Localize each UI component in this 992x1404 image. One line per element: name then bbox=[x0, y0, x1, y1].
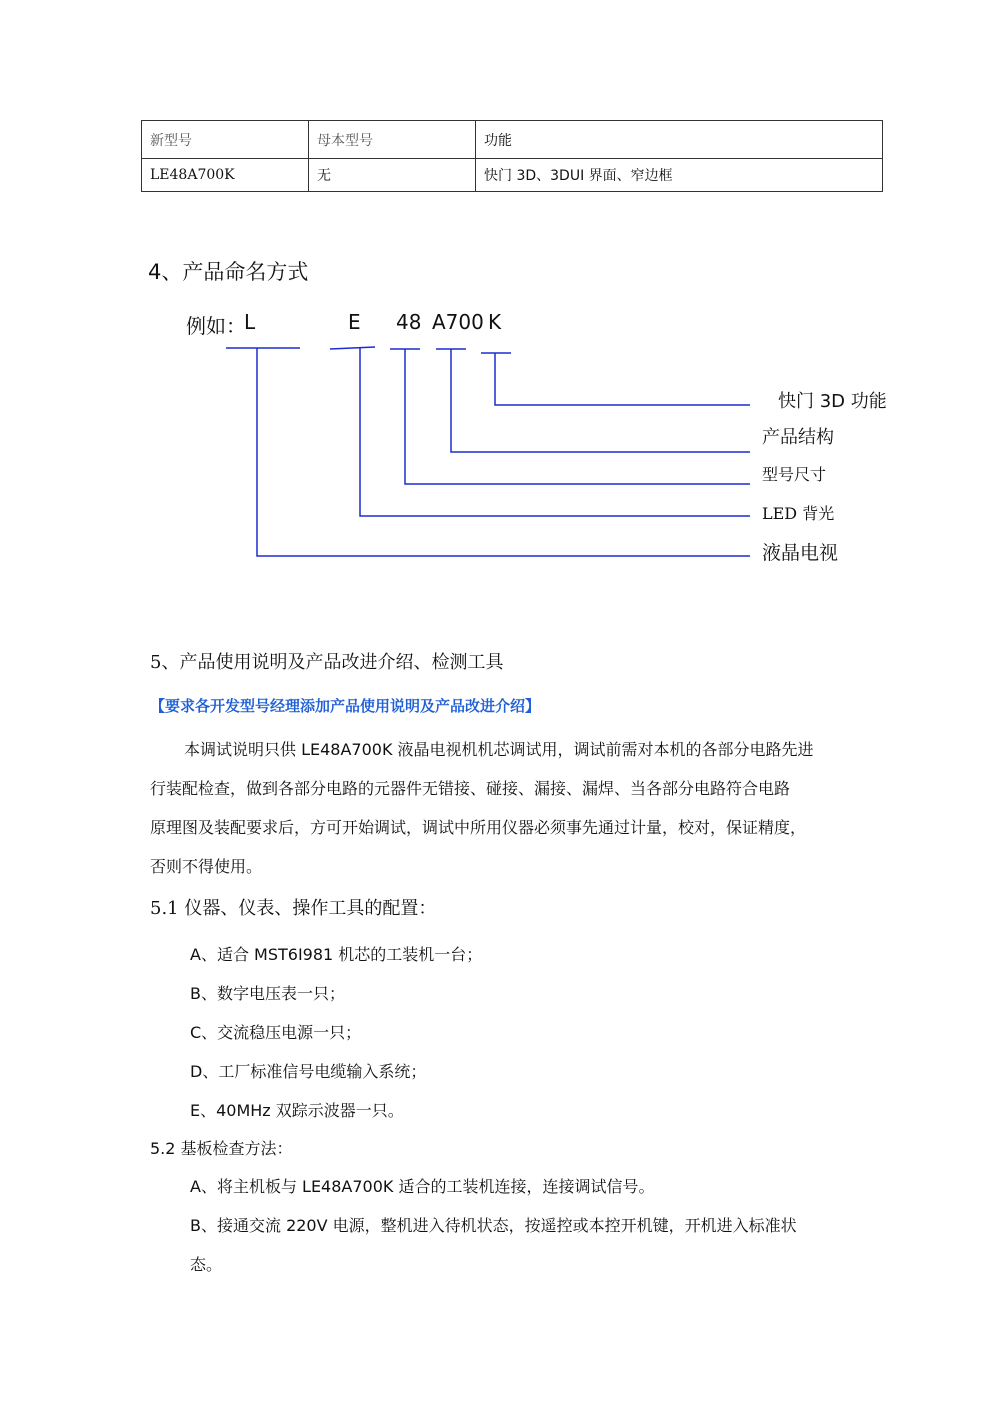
cell-new-model: LE48A700K bbox=[142, 159, 309, 192]
list-item: 态。 bbox=[190, 1255, 223, 1274]
label-size: 型号尺寸 bbox=[762, 465, 827, 484]
list-item: D、工厂标准信号电缆输入系统； bbox=[190, 1062, 427, 1081]
section-5-1-title: 5.1 仪器、仪表、操作工具的配置： bbox=[150, 898, 437, 919]
list-item: A、适合 MST6I981 机芯的工装机一台； bbox=[190, 945, 483, 964]
connector-size bbox=[405, 349, 750, 484]
section-5-2-title: 5.2 基板检查方法： bbox=[150, 1139, 293, 1158]
label-led: LED 背光 bbox=[762, 504, 835, 523]
part-structure: A700 bbox=[432, 310, 484, 334]
list-item: E、40MHz 双踪示波器一只。 bbox=[190, 1101, 404, 1120]
list-item: A、将主机板与 LE48A700K 适合的工装机连接，连接调试信号。 bbox=[190, 1177, 655, 1196]
header-new-model: 新型号 bbox=[142, 121, 309, 159]
section-4-title: 4、产品命名方式 bbox=[148, 260, 309, 284]
naming-diagram bbox=[0, 0, 992, 620]
label-lcd: 液晶电视 bbox=[762, 542, 839, 564]
cell-function: 快门 3D、3DUI 界面、窄边框 bbox=[476, 159, 883, 192]
part-l: L bbox=[244, 310, 256, 334]
connector-led bbox=[360, 347, 750, 516]
cell-parent-model: 无 bbox=[309, 159, 476, 192]
intro-line: 行装配检查，做到各部分电路的元器件无错接、碰接、漏接、漏焊、当各部分电路符合电路 bbox=[150, 779, 791, 798]
intro-line: 原理图及装配要求后，方可开始调试，调试中所用仪器必须事先通过计量，校对，保证精度， bbox=[150, 818, 807, 837]
label-structure: 产品结构 bbox=[762, 427, 834, 448]
list-item: B、接通交流 220V 电源，整机进入待机状态，按遥控或本控开机键，开机进入标准状 bbox=[190, 1216, 797, 1235]
header-function: 功能 bbox=[476, 121, 883, 159]
requirement-note: 【要求各开发型号经理添加产品使用说明及产品改进介绍】 bbox=[150, 697, 541, 715]
part-size: 48 bbox=[396, 310, 422, 334]
list-item: B、数字电压表一只； bbox=[190, 984, 345, 1003]
intro-line: 本调试说明只供 LE48A700K 液晶电视机机芯调试用，调试前需对本机的各部分电路先进 bbox=[184, 740, 814, 759]
example-prefix: 例如： bbox=[186, 314, 246, 338]
label-3d: 快门 3D 功能 bbox=[778, 391, 887, 412]
part-e: E bbox=[348, 310, 361, 334]
board-check-steps bbox=[190, 1167, 860, 1284]
connector-structure bbox=[451, 349, 750, 452]
part-3d: K bbox=[488, 310, 502, 334]
section-5-title: 5、产品使用说明及产品改进介绍、检测工具 bbox=[150, 652, 504, 673]
list-item: C、交流稳压电源一只； bbox=[190, 1023, 362, 1042]
intro-line: 否则不得使用。 bbox=[150, 857, 263, 876]
underline-e bbox=[330, 347, 375, 349]
connector-3d bbox=[495, 353, 750, 405]
intro-paragraph bbox=[150, 730, 862, 886]
header-parent-model: 母本型号 bbox=[309, 121, 476, 159]
